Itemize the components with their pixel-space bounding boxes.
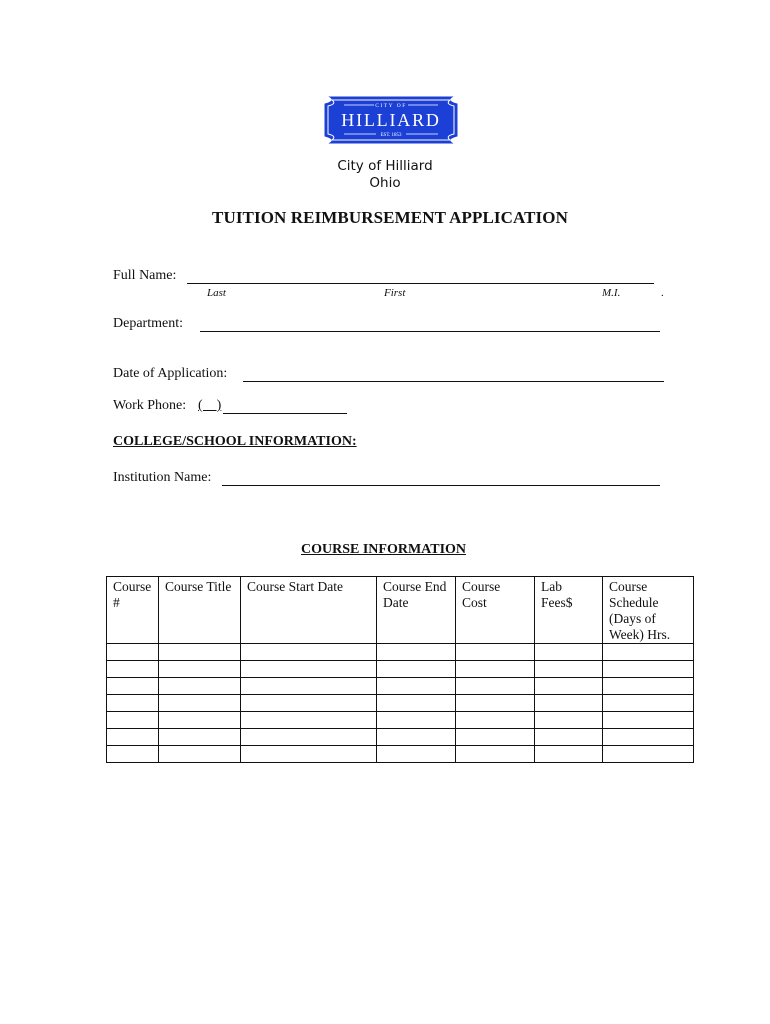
table-cell[interactable] [159,712,241,729]
table-cell[interactable] [456,746,535,763]
table-cell[interactable] [159,678,241,695]
department-label: Department: [113,316,183,331]
course-information-heading: COURSE INFORMATION [301,542,467,557]
table-row [107,712,694,729]
table-cell[interactable] [241,695,377,712]
table-row [107,695,694,712]
table-row [107,661,694,678]
table-cell[interactable] [535,661,603,678]
college-school-heading: COLLEGE/SCHOOL INFORMATION: [113,434,357,449]
table-cell[interactable] [535,678,603,695]
table-cell[interactable] [603,746,694,763]
table-cell[interactable] [107,712,159,729]
column-header: Course # [107,577,159,644]
table-cell[interactable] [159,644,241,661]
table-cell[interactable] [456,712,535,729]
city-name: City of Hilliard [337,158,433,174]
logo-top-text: CITY OF [375,103,407,109]
page-title: TUITION REIMBURSEMENT APPLICATION [212,208,568,227]
table-row [107,729,694,746]
state-name: Ohio [369,175,401,191]
city-of-hilliard-logo [324,96,458,144]
table-cell[interactable] [603,729,694,746]
table-cell[interactable] [107,644,159,661]
date-of-application-label: Date of Application: [113,366,228,381]
table-cell[interactable] [603,678,694,695]
table-cell[interactable] [456,661,535,678]
table-cell[interactable] [377,695,456,712]
column-header: Course End Date [377,577,456,644]
table-cell[interactable] [377,729,456,746]
table-cell[interactable] [241,729,377,746]
table-cell[interactable] [159,661,241,678]
table-cell[interactable] [377,712,456,729]
table-cell[interactable] [603,695,694,712]
institution-name-field[interactable] [222,485,660,486]
table-cell[interactable] [107,661,159,678]
caption-period: . [661,287,664,299]
table-cell[interactable] [241,644,377,661]
course-information-table [106,576,694,763]
table-row [107,644,694,661]
table-cell[interactable] [456,678,535,695]
table-row [107,746,694,763]
table-row [107,678,694,695]
table-cell[interactable] [603,644,694,661]
middle-initial-caption: M.I. [602,287,621,299]
table-cell[interactable] [535,712,603,729]
table-cell[interactable] [241,661,377,678]
table-cell[interactable] [107,695,159,712]
table-cell[interactable] [159,746,241,763]
table-cell[interactable] [107,678,159,695]
full-name-field[interactable] [187,283,654,284]
table-cell[interactable] [159,695,241,712]
column-header: Course Start Date [241,577,377,644]
logo-name-text: HILLIARD [341,110,441,130]
column-header: Course Title [159,577,241,644]
table-cell[interactable] [377,678,456,695]
table-cell[interactable] [535,729,603,746]
table-cell[interactable] [107,746,159,763]
table-cell[interactable] [456,729,535,746]
institution-name-label: Institution Name: [113,470,212,485]
table-cell[interactable] [603,712,694,729]
last-name-caption: Last [207,287,226,299]
table-cell[interactable] [241,678,377,695]
table-cell[interactable] [377,661,456,678]
table-cell[interactable] [456,695,535,712]
table-cell[interactable] [456,644,535,661]
work-phone-field[interactable] [223,413,347,414]
table-cell[interactable] [241,712,377,729]
table-cell[interactable] [603,661,694,678]
table-cell[interactable] [535,746,603,763]
work-phone-label: Work Phone: [113,398,187,413]
table-cell[interactable] [377,644,456,661]
first-name-caption: First [384,287,406,299]
work-phone-area-code: ( ) [198,398,222,413]
table-cell[interactable] [159,729,241,746]
column-header: Course Cost [456,577,535,644]
table-cell[interactable] [535,644,603,661]
column-header: Course Schedule (Days of Week) Hrs. [603,577,694,644]
department-field[interactable] [200,331,660,332]
full-name-label: Full Name: [113,268,177,283]
table-cell[interactable] [241,746,377,763]
table-header-row [107,577,694,644]
logo-est-text: EST. 1853 [380,133,402,138]
table-cell[interactable] [107,729,159,746]
date-of-application-field[interactable] [243,381,664,382]
table-cell[interactable] [377,746,456,763]
table-cell[interactable] [535,695,603,712]
column-header: Lab Fees$ [535,577,603,644]
